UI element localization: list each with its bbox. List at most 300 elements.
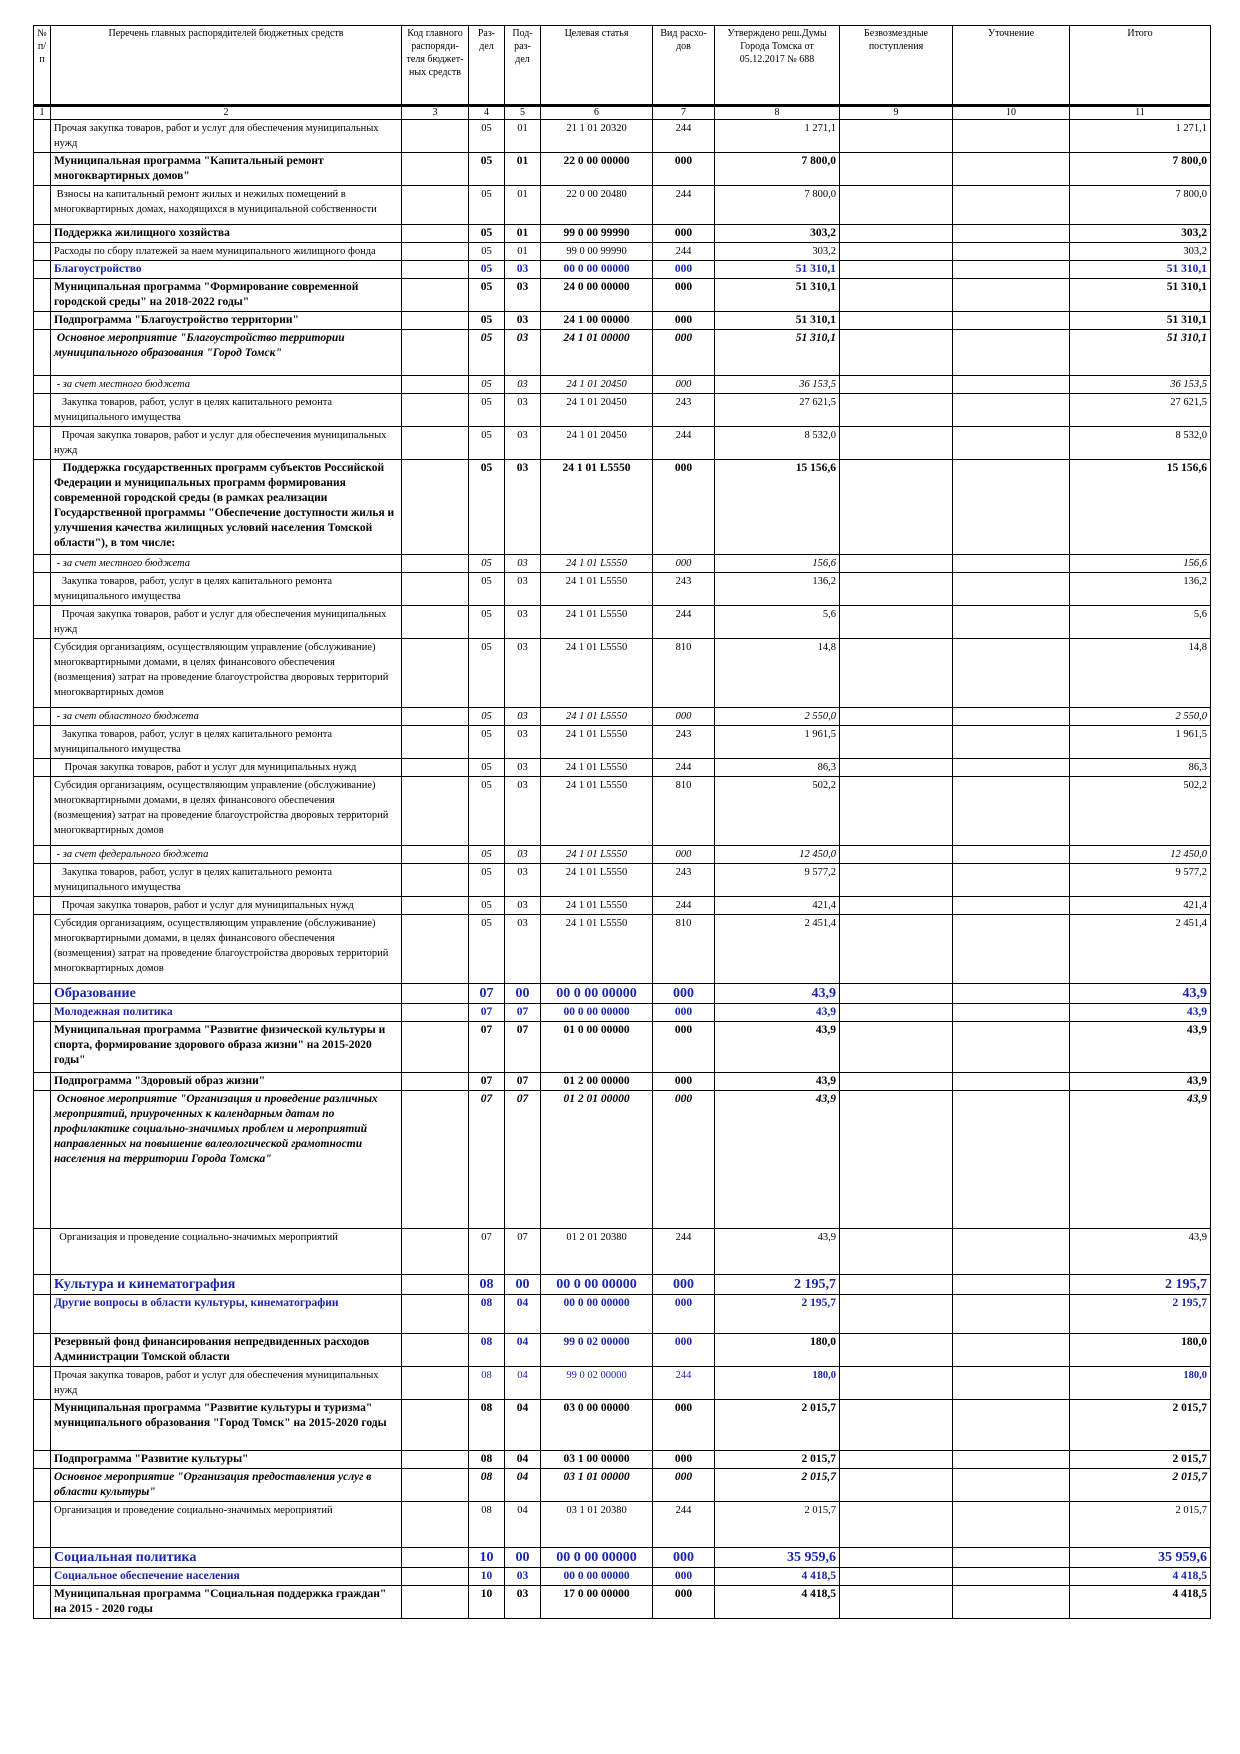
- row-number-cell: [34, 427, 51, 460]
- row-number-cell: [34, 846, 51, 864]
- row-total-cell: 303,2: [1070, 225, 1211, 243]
- row-podrazdel-cell: 03: [505, 846, 541, 864]
- row-approved-cell: 43,9: [715, 1073, 840, 1091]
- row-code-cell: [402, 897, 469, 915]
- row-adjustment-cell: [953, 555, 1070, 573]
- row-podrazdel-cell: 01: [505, 153, 541, 186]
- col-number: 2: [51, 106, 402, 120]
- row-approved-cell: 9 577,2: [715, 864, 840, 897]
- row-statya-cell: 24 1 01 20450: [541, 394, 653, 427]
- row-razdel-cell: 05: [469, 279, 505, 312]
- row-approved-cell: 27 621,5: [715, 394, 840, 427]
- row-razdel-cell: 05: [469, 759, 505, 777]
- row-grants-cell: [840, 120, 953, 153]
- row-vid-cell: 244: [653, 243, 715, 261]
- header-row: [34, 26, 1211, 106]
- col-number: 8: [715, 106, 840, 120]
- row-statya-cell: 22 0 00 20480: [541, 186, 653, 225]
- row-code-cell: [402, 1568, 469, 1586]
- row-grants-cell: [840, 708, 953, 726]
- row-grants-cell: [840, 1022, 953, 1073]
- row-adjustment-cell: [953, 1568, 1070, 1586]
- row-grants-cell: [840, 1334, 953, 1367]
- row-adjustment-cell: [953, 1004, 1070, 1022]
- row-code-cell: [402, 186, 469, 225]
- row-grants-cell: [840, 186, 953, 225]
- row-code-cell: [402, 846, 469, 864]
- row-code-cell: [402, 1400, 469, 1451]
- row-statya-cell: 24 1 01 L5550: [541, 846, 653, 864]
- row-code-cell: [402, 1548, 469, 1568]
- row-statya-cell: 03 0 00 00000: [541, 1400, 653, 1451]
- table-row: [34, 225, 1211, 243]
- row-grants-cell: [840, 394, 953, 427]
- row-vid-cell: 000: [653, 1073, 715, 1091]
- table-row: [34, 330, 1211, 376]
- row-number-cell: [34, 186, 51, 225]
- row-vid-cell: 243: [653, 726, 715, 759]
- row-name-cell: Поддержка жилищного хозяйства: [51, 225, 402, 243]
- row-podrazdel-cell: 03: [505, 312, 541, 330]
- row-name-cell: Закупка товаров, работ, услуг в целях капитального ремонта муниципального имущества: [51, 726, 402, 759]
- row-code-cell: [402, 460, 469, 555]
- row-razdel-cell: 05: [469, 639, 505, 708]
- row-code-cell: [402, 1334, 469, 1367]
- row-total-cell: 8 532,0: [1070, 427, 1211, 460]
- row-number-cell: [34, 1334, 51, 1367]
- row-approved-cell: 136,2: [715, 573, 840, 606]
- row-statya-cell: 24 1 01 L5550: [541, 897, 653, 915]
- row-approved-cell: 1 271,1: [715, 120, 840, 153]
- row-grants-cell: [840, 243, 953, 261]
- row-vid-cell: 000: [653, 1295, 715, 1334]
- row-total-cell: 35 959,6: [1070, 1548, 1211, 1568]
- row-name-cell: Субсидия организациям, осуществляющим управление (обслуживание) многоквартирными домами, в целях финансового обеспечения (возмещения) затрат на проведение благоустройства дворовых территорий многоквартирных домов: [51, 915, 402, 984]
- row-number-cell: [34, 1004, 51, 1022]
- row-number-cell: [34, 1586, 51, 1619]
- row-approved-cell: 303,2: [715, 243, 840, 261]
- col-number: 5: [505, 106, 541, 120]
- budget-table: [33, 25, 1211, 1619]
- row-razdel-cell: 05: [469, 846, 505, 864]
- row-grants-cell: [840, 1295, 953, 1334]
- row-number-cell: [34, 573, 51, 606]
- row-statya-cell: 00 0 00 00000: [541, 1295, 653, 1334]
- row-podrazdel-cell: 03: [505, 726, 541, 759]
- row-number-cell: [34, 1275, 51, 1295]
- row-statya-cell: 24 1 01 L5550: [541, 759, 653, 777]
- row-number-cell: [34, 864, 51, 897]
- row-razdel-cell: 08: [469, 1400, 505, 1451]
- row-statya-cell: 00 0 00 00000: [541, 1275, 653, 1295]
- table-row: [34, 1091, 1211, 1229]
- row-total-cell: 4 418,5: [1070, 1586, 1211, 1619]
- row-grants-cell: [840, 606, 953, 639]
- row-total-cell: 43,9: [1070, 1229, 1211, 1275]
- row-total-cell: 51 310,1: [1070, 279, 1211, 312]
- row-vid-cell: 000: [653, 708, 715, 726]
- table-row: [34, 1400, 1211, 1451]
- row-statya-cell: 24 1 01 L5550: [541, 708, 653, 726]
- row-adjustment-cell: [953, 1073, 1070, 1091]
- row-total-cell: 43,9: [1070, 1004, 1211, 1022]
- row-number-cell: [34, 153, 51, 186]
- row-total-cell: 2 015,7: [1070, 1502, 1211, 1548]
- row-statya-cell: 21 1 01 20320: [541, 120, 653, 153]
- table-row: [34, 427, 1211, 460]
- row-number-cell: [34, 1367, 51, 1400]
- row-vid-cell: 000: [653, 376, 715, 394]
- row-razdel-cell: 05: [469, 555, 505, 573]
- row-razdel-cell: 07: [469, 1091, 505, 1229]
- row-podrazdel-cell: 00: [505, 1275, 541, 1295]
- table-row: [34, 555, 1211, 573]
- table-row: [34, 394, 1211, 427]
- row-grants-cell: [840, 864, 953, 897]
- row-code-cell: [402, 1073, 469, 1091]
- row-podrazdel-cell: 03: [505, 330, 541, 376]
- row-name-cell: Другие вопросы в области культуры, кинематографии: [51, 1295, 402, 1334]
- row-vid-cell: 000: [653, 984, 715, 1004]
- row-razdel-cell: 05: [469, 243, 505, 261]
- row-approved-cell: 86,3: [715, 759, 840, 777]
- table-row: [34, 1073, 1211, 1091]
- row-total-cell: 2 195,7: [1070, 1295, 1211, 1334]
- row-number-cell: [34, 555, 51, 573]
- col-header-adjustment: Уточнение: [953, 26, 1070, 106]
- row-number-cell: [34, 120, 51, 153]
- row-name-cell: Подпрограмма "Развитие культуры": [51, 1451, 402, 1469]
- col-header-statya: Целевая статья: [541, 26, 653, 106]
- row-code-cell: [402, 915, 469, 984]
- row-number-cell: [34, 777, 51, 846]
- row-total-cell: 51 310,1: [1070, 312, 1211, 330]
- table-row: [34, 1548, 1211, 1568]
- row-statya-cell: 00 0 00 00000: [541, 984, 653, 1004]
- row-name-cell: Подпрограмма "Здоровый образ жизни": [51, 1073, 402, 1091]
- row-adjustment-cell: [953, 639, 1070, 708]
- col-number: 11: [1070, 106, 1211, 120]
- row-approved-cell: 51 310,1: [715, 330, 840, 376]
- row-razdel-cell: 05: [469, 708, 505, 726]
- col-header-grants: Безвозмездные поступления: [840, 26, 953, 106]
- row-razdel-cell: 05: [469, 606, 505, 639]
- row-approved-cell: 43,9: [715, 1004, 840, 1022]
- row-statya-cell: 24 1 01 L5550: [541, 639, 653, 708]
- row-code-cell: [402, 376, 469, 394]
- row-grants-cell: [840, 330, 953, 376]
- row-adjustment-cell: [953, 1295, 1070, 1334]
- row-code-cell: [402, 708, 469, 726]
- budget-table-page: [33, 25, 1210, 1619]
- row-vid-cell: 000: [653, 312, 715, 330]
- col-number: 6: [541, 106, 653, 120]
- table-row: [34, 1568, 1211, 1586]
- row-vid-cell: 000: [653, 1275, 715, 1295]
- row-number-cell: [34, 1502, 51, 1548]
- row-vid-cell: 244: [653, 186, 715, 225]
- row-name-cell: Резервный фонд финансирования непредвиденных расходов Администрации Томской области: [51, 1334, 402, 1367]
- row-podrazdel-cell: 03: [505, 759, 541, 777]
- row-name-cell: Основное мероприятие "Организация и проведение различных мероприятий, приуроченных к календарным датам по профилактике социально-значимых проблем и мероприятий направленных на повышение валеологической грамотности населения на территории Города Томска": [51, 1091, 402, 1229]
- row-adjustment-cell: [953, 1091, 1070, 1229]
- row-adjustment-cell: [953, 846, 1070, 864]
- row-name-cell: Муниципальная программа "Социальная поддержка граждан" на 2015 - 2020 годы: [51, 1586, 402, 1619]
- row-code-cell: [402, 606, 469, 639]
- row-code-cell: [402, 1004, 469, 1022]
- row-statya-cell: 24 1 01 L5550: [541, 726, 653, 759]
- row-statya-cell: 24 1 01 L5550: [541, 460, 653, 555]
- row-number-cell: [34, 606, 51, 639]
- row-name-cell: Закупка товаров, работ, услуг в целях капитального ремонта муниципального имущества: [51, 394, 402, 427]
- table-row: [34, 243, 1211, 261]
- row-statya-cell: 24 0 00 00000: [541, 279, 653, 312]
- row-vid-cell: 000: [653, 1469, 715, 1502]
- row-code-cell: [402, 1229, 469, 1275]
- row-total-cell: 421,4: [1070, 897, 1211, 915]
- row-adjustment-cell: [953, 1586, 1070, 1619]
- row-total-cell: 51 310,1: [1070, 261, 1211, 279]
- row-name-cell: - за счет местного бюджета: [51, 376, 402, 394]
- row-name-cell: Социальная политика: [51, 1548, 402, 1568]
- row-vid-cell: 000: [653, 1451, 715, 1469]
- table-row: [34, 759, 1211, 777]
- row-grants-cell: [840, 1004, 953, 1022]
- row-total-cell: 4 418,5: [1070, 1568, 1211, 1586]
- row-statya-cell: 99 0 02 00000: [541, 1334, 653, 1367]
- row-statya-cell: 01 2 00 00000: [541, 1073, 653, 1091]
- row-vid-cell: 243: [653, 864, 715, 897]
- row-razdel-cell: 05: [469, 460, 505, 555]
- row-name-cell: Расходы по сбору платежей за наем муниципального жилищного фонда: [51, 243, 402, 261]
- row-statya-cell: 17 0 00 00000: [541, 1586, 653, 1619]
- row-razdel-cell: 05: [469, 312, 505, 330]
- row-podrazdel-cell: 04: [505, 1451, 541, 1469]
- table-row: [34, 726, 1211, 759]
- row-code-cell: [402, 1367, 469, 1400]
- row-grants-cell: [840, 1091, 953, 1229]
- table-row: [34, 897, 1211, 915]
- row-vid-cell: 244: [653, 120, 715, 153]
- row-approved-cell: 2 015,7: [715, 1400, 840, 1451]
- table-row: [34, 1334, 1211, 1367]
- row-vid-cell: 000: [653, 1586, 715, 1619]
- row-total-cell: 15 156,6: [1070, 460, 1211, 555]
- row-podrazdel-cell: 07: [505, 1229, 541, 1275]
- row-podrazdel-cell: 03: [505, 573, 541, 606]
- col-header-total: Итого: [1070, 26, 1211, 106]
- row-total-cell: 2 451,4: [1070, 915, 1211, 984]
- row-number-cell: [34, 708, 51, 726]
- row-name-cell: Прочая закупка товаров, работ и услуг для муниципальных нужд: [51, 759, 402, 777]
- row-podrazdel-cell: 03: [505, 376, 541, 394]
- row-name-cell: Культура и кинематография: [51, 1275, 402, 1295]
- row-statya-cell: 24 1 01 L5550: [541, 777, 653, 846]
- row-code-cell: [402, 1022, 469, 1073]
- row-razdel-cell: 07: [469, 1229, 505, 1275]
- row-approved-cell: 2 195,7: [715, 1275, 840, 1295]
- row-podrazdel-cell: 01: [505, 120, 541, 153]
- row-code-cell: [402, 312, 469, 330]
- row-razdel-cell: 05: [469, 573, 505, 606]
- row-name-cell: Муниципальная программа "Развитие культуры и туризма" муниципального образования "Город Томск" на 2015-2020 годы: [51, 1400, 402, 1451]
- row-number-cell: [34, 279, 51, 312]
- row-vid-cell: 243: [653, 394, 715, 427]
- row-vid-cell: 000: [653, 279, 715, 312]
- row-name-cell: Образование: [51, 984, 402, 1004]
- row-adjustment-cell: [953, 312, 1070, 330]
- row-razdel-cell: 05: [469, 120, 505, 153]
- row-statya-cell: 22 0 00 00000: [541, 153, 653, 186]
- table-row: [34, 639, 1211, 708]
- row-total-cell: 7 800,0: [1070, 153, 1211, 186]
- row-razdel-cell: 05: [469, 186, 505, 225]
- row-grants-cell: [840, 1548, 953, 1568]
- row-podrazdel-cell: 01: [505, 186, 541, 225]
- row-razdel-cell: 05: [469, 376, 505, 394]
- col-header-podrazdel: Под-раз-дел: [505, 26, 541, 106]
- row-razdel-cell: 08: [469, 1275, 505, 1295]
- row-total-cell: 2 015,7: [1070, 1451, 1211, 1469]
- row-name-cell: Муниципальная программа "Формирование современной городской среды" на 2018-2022 годы": [51, 279, 402, 312]
- row-grants-cell: [840, 1568, 953, 1586]
- row-adjustment-cell: [953, 777, 1070, 846]
- row-grants-cell: [840, 639, 953, 708]
- row-razdel-cell: 07: [469, 1004, 505, 1022]
- row-grants-cell: [840, 153, 953, 186]
- row-approved-cell: 4 418,5: [715, 1586, 840, 1619]
- row-podrazdel-cell: 03: [505, 261, 541, 279]
- row-code-cell: [402, 984, 469, 1004]
- row-statya-cell: 24 1 01 L5550: [541, 864, 653, 897]
- row-razdel-cell: 08: [469, 1367, 505, 1400]
- row-total-cell: 43,9: [1070, 1091, 1211, 1229]
- row-adjustment-cell: [953, 1275, 1070, 1295]
- row-approved-cell: 8 532,0: [715, 427, 840, 460]
- row-vid-cell: 000: [653, 555, 715, 573]
- table-row: [34, 153, 1211, 186]
- row-razdel-cell: 05: [469, 864, 505, 897]
- row-total-cell: 7 800,0: [1070, 186, 1211, 225]
- row-statya-cell: 99 0 02 00000: [541, 1367, 653, 1400]
- row-adjustment-cell: [953, 261, 1070, 279]
- col-number: 4: [469, 106, 505, 120]
- row-razdel-cell: 08: [469, 1502, 505, 1548]
- row-grants-cell: [840, 225, 953, 243]
- row-adjustment-cell: [953, 225, 1070, 243]
- row-vid-cell: 000: [653, 460, 715, 555]
- row-code-cell: [402, 427, 469, 460]
- col-header-num: № п/п: [34, 26, 51, 106]
- row-vid-cell: 000: [653, 153, 715, 186]
- table-row: [34, 1229, 1211, 1275]
- row-grants-cell: [840, 1400, 953, 1451]
- row-approved-cell: 2 195,7: [715, 1295, 840, 1334]
- row-approved-cell: 36 153,5: [715, 376, 840, 394]
- row-statya-cell: 99 0 00 99990: [541, 225, 653, 243]
- row-adjustment-cell: [953, 460, 1070, 555]
- row-name-cell: Прочая закупка товаров, работ и услуг для обеспечения муниципальных нужд: [51, 1367, 402, 1400]
- row-approved-cell: 7 800,0: [715, 186, 840, 225]
- row-vid-cell: 244: [653, 1367, 715, 1400]
- row-approved-cell: 14,8: [715, 639, 840, 708]
- row-code-cell: [402, 225, 469, 243]
- row-podrazdel-cell: 07: [505, 1073, 541, 1091]
- row-approved-cell: 156,6: [715, 555, 840, 573]
- row-statya-cell: 24 1 01 00000: [541, 330, 653, 376]
- row-code-cell: [402, 573, 469, 606]
- col-header-razdel: Раз-дел: [469, 26, 505, 106]
- row-razdel-cell: 10: [469, 1548, 505, 1568]
- row-name-cell: - за счет областного бюджета: [51, 708, 402, 726]
- row-grants-cell: [840, 1502, 953, 1548]
- row-number-cell: [34, 1469, 51, 1502]
- row-total-cell: 1 271,1: [1070, 120, 1211, 153]
- row-grants-cell: [840, 1367, 953, 1400]
- table-row: [34, 1502, 1211, 1548]
- row-adjustment-cell: [953, 606, 1070, 639]
- row-razdel-cell: 10: [469, 1568, 505, 1586]
- row-grants-cell: [840, 573, 953, 606]
- row-adjustment-cell: [953, 864, 1070, 897]
- row-podrazdel-cell: 04: [505, 1334, 541, 1367]
- row-number-cell: [34, 394, 51, 427]
- row-name-cell: Организация и проведение социально-значимых мероприятий: [51, 1229, 402, 1275]
- row-podrazdel-cell: 04: [505, 1469, 541, 1502]
- row-approved-cell: 502,2: [715, 777, 840, 846]
- col-number: 7: [653, 106, 715, 120]
- row-approved-cell: 51 310,1: [715, 279, 840, 312]
- row-name-cell: Прочая закупка товаров, работ и услуг для обеспечения муниципальных нужд: [51, 606, 402, 639]
- row-code-cell: [402, 1502, 469, 1548]
- row-name-cell: Организация и проведение социально-значимых мероприятий: [51, 1502, 402, 1548]
- row-grants-cell: [840, 555, 953, 573]
- col-header-approved: Утверждено реш.Думы Города Томска от 05.12.2017 № 688: [715, 26, 840, 106]
- table-row: [34, 984, 1211, 1004]
- row-name-cell: Прочая закупка товаров, работ и услуг для обеспечения муниципальных нужд: [51, 427, 402, 460]
- row-total-cell: 9 577,2: [1070, 864, 1211, 897]
- table-row: [34, 460, 1211, 555]
- row-total-cell: 36 153,5: [1070, 376, 1211, 394]
- row-number-cell: [34, 915, 51, 984]
- table-row: [34, 777, 1211, 846]
- column-number-row: [34, 106, 1211, 120]
- row-adjustment-cell: [953, 1451, 1070, 1469]
- row-name-cell: Прочая закупка товаров, работ и услуг для муниципальных нужд: [51, 897, 402, 915]
- row-adjustment-cell: [953, 984, 1070, 1004]
- table-row: [34, 261, 1211, 279]
- row-code-cell: [402, 1586, 469, 1619]
- row-adjustment-cell: [953, 279, 1070, 312]
- row-razdel-cell: 05: [469, 225, 505, 243]
- row-statya-cell: 03 1 01 20380: [541, 1502, 653, 1548]
- row-name-cell: Закупка товаров, работ, услуг в целях капитального ремонта муниципального имущества: [51, 573, 402, 606]
- row-podrazdel-cell: 01: [505, 225, 541, 243]
- row-code-cell: [402, 330, 469, 376]
- row-name-cell: Благоустройство: [51, 261, 402, 279]
- row-statya-cell: 01 0 00 00000: [541, 1022, 653, 1073]
- row-adjustment-cell: [953, 1469, 1070, 1502]
- row-vid-cell: 000: [653, 1568, 715, 1586]
- row-total-cell: 14,8: [1070, 639, 1211, 708]
- row-vid-cell: 244: [653, 606, 715, 639]
- row-razdel-cell: 05: [469, 726, 505, 759]
- table-row: [34, 376, 1211, 394]
- col-number: 3: [402, 106, 469, 120]
- col-number: 9: [840, 106, 953, 120]
- row-total-cell: 180,0: [1070, 1367, 1211, 1400]
- row-podrazdel-cell: 00: [505, 984, 541, 1004]
